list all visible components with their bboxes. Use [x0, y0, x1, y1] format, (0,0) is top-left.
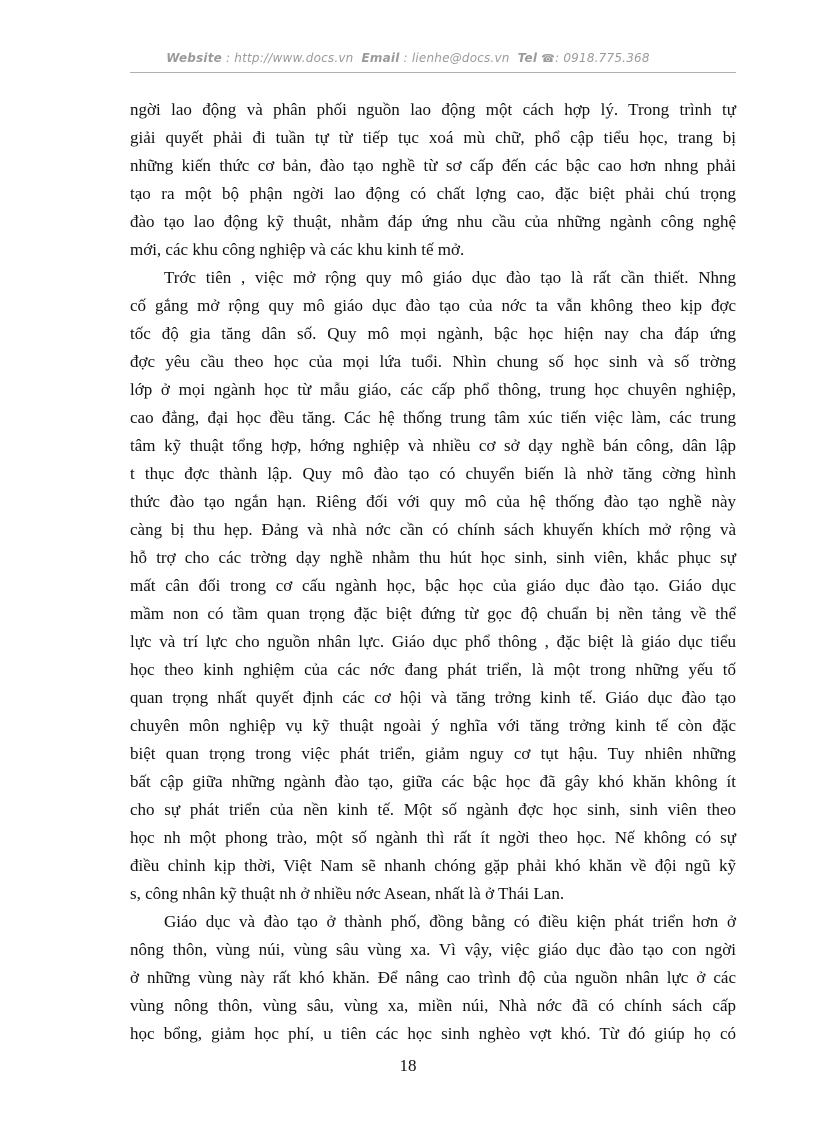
text-line: biệt quan trọng trong việc phát triển, giảm nguy cơ tụt hậu. Tuy nhiên những	[130, 744, 736, 763]
text-line: vùng nông thôn, vùng sâu, vùng xa, miền núi, Nhà nớc đã có chính sách cấp	[130, 996, 736, 1015]
email-label: Email	[361, 51, 400, 65]
paragraph	[130, 96, 736, 264]
text-line: điều chỉnh kịp thời, Việt Nam sẽ nhanh chóng gặp phải khó khăn về đội ngũ kỹ	[130, 856, 736, 875]
text-line: học nh một phong trào, một số ngành thì rất ít ngời theo học. Nế không có sự	[130, 828, 736, 847]
page-number: 18	[399, 1056, 417, 1075]
text-line: càng bị thu hẹp. Đảng và nhà nớc cần có chính sách khuyến khích mở rộng và	[130, 520, 736, 539]
text-line: giải quyết phải đi tuần tự từ tiếp tục xoá mù chữ, phổ cập tiểu học, trang bị	[130, 128, 736, 147]
paragraph	[130, 908, 736, 1048]
text-line: bất cập giữa những ngành đào tạo, giữa các bậc học đã gây khó khăn không ít	[130, 772, 736, 791]
text-line: tạo ra một bộ phận ngời lao động có chất lợng cao, đặc biệt phải chú trọng	[130, 184, 736, 203]
text-line: tốc độ gia tăng dân số. Quy mô mọi ngành, bậc học hiện nay cha đáp ứng	[130, 324, 736, 343]
phone-number: : 0918.775.368	[555, 51, 650, 65]
text-line: những kiến thức cơ bản, đào tạo nghề từ sơ cấp đến các bậc cao hơn nhng phải	[130, 156, 736, 175]
text-line: lớp ở mọi ngành học từ mẫu giáo, các cấp phổ thông, trung học chuyên nghiệp,	[130, 380, 736, 399]
text-line: mất cân đối trong cơ cấu ngành học, bậc học của giáo dục đào tạo. Giáo dục	[130, 576, 736, 595]
text-line: thức đào tạo ngắn hạn. Riêng đối với quy mô của hệ thống đào tạo nghề này	[130, 492, 736, 511]
text-line: cố gắng mở rộng quy mô giáo dục đào tạo của nớc ta vẫn không theo kịp đợc	[130, 296, 736, 315]
text-line: Giáo dục và đào tạo ở thành phố, đồng bằng có điều kiện phát triển hơn ở	[164, 912, 736, 931]
website-url[interactable]: http://www.docs.vn	[234, 51, 354, 65]
email-address[interactable]: lienhe@docs.vn	[411, 51, 510, 65]
email-separator: :	[399, 51, 412, 65]
tel-label: Tel	[517, 51, 538, 65]
text-line: Trớc tiên , việc mở rộng quy mô giáo dục đào tạo là rất cần thiết. Nhng	[164, 268, 736, 287]
text-line: t thục đợc thành lập. Quy mô đào tạo có chuyển biến là nhờ tăng cờng hình	[130, 464, 736, 483]
text-line: nông thôn, vùng núi, vùng sâu vùng xa. Vì vậy, việc giáo dục đào tạo con ngời	[130, 940, 736, 959]
text-line: hỗ trợ cho các trờng dạy nghề nhằm thu hút học sinh, sinh viên, khắc phục sự	[130, 548, 736, 567]
website-label: Website	[166, 51, 223, 65]
text-line: mầm non có tầm quan trọng đặc biệt đứng từ gọc độ chuẩn bị nền tảng về thể	[130, 604, 736, 623]
text-line: đợc yêu cầu theo học của mọi lứa tuổi. Nhìn chung số học sinh và số trờng	[130, 352, 736, 371]
paragraph	[130, 264, 736, 908]
text-line: học theo kinh nghiệm của các nớc đang phát triển, là một trong những yếu tố	[130, 660, 736, 679]
text-line: ở những vùng này rất khó khăn. Để nâng cao trình độ của nguồn nhân lực ở các	[130, 968, 736, 987]
page-header	[0, 51, 816, 65]
text-line: tâm kỹ thuật tổng hợp, hớng nghiệp và nhiều cơ sở dạy nghề bán công, dân lập	[130, 436, 736, 455]
phone-icon: ☎	[541, 52, 556, 65]
text-line: ngời lao động và phân phối nguồn lao động một cách hợp lý. Trong trình tự	[130, 100, 736, 119]
website-separator: :	[222, 51, 235, 65]
header-divider	[130, 72, 736, 73]
text-line: cho sự phát triển của nền kinh tế. Một số ngành đợc học sinh, sinh viên theo	[130, 800, 736, 819]
text-line: đào tạo lao động kỹ thuật, nhằm đáp ứng nhu cầu của những ngành công nghệ	[130, 212, 736, 231]
text-line: lực và trí lực cho nguồn nhân lực. Giáo dục phổ thông , đặc biệt là giáo dục tiểu	[130, 632, 736, 651]
text-line: cao đẳng, đại học đều tăng. Các hệ thống trung tâm xúc tiến việc làm, các trung	[130, 408, 736, 427]
text-line: mới, các khu công nghiệp và các khu kinh tế mở.	[130, 240, 465, 259]
text-line: quan trọng nhất quyết định các cơ hội và tăng trởng kinh tế. Giáo dục đào tạo	[130, 688, 736, 707]
text-line: học bổng, giảm học phí, u tiên các học sinh nghèo vợt khó. Từ đó giúp họ có	[130, 1024, 736, 1043]
text-line: chuyên môn nghiệp vụ kỹ thuật ngoài ý nghĩa với tăng trởng kinh tế còn đặc	[130, 716, 736, 735]
document-body	[130, 96, 736, 1048]
text-line: s, công nhân kỹ thuật nh ở nhiều nớc Asean, nhất là ở Thái Lan.	[130, 884, 565, 903]
